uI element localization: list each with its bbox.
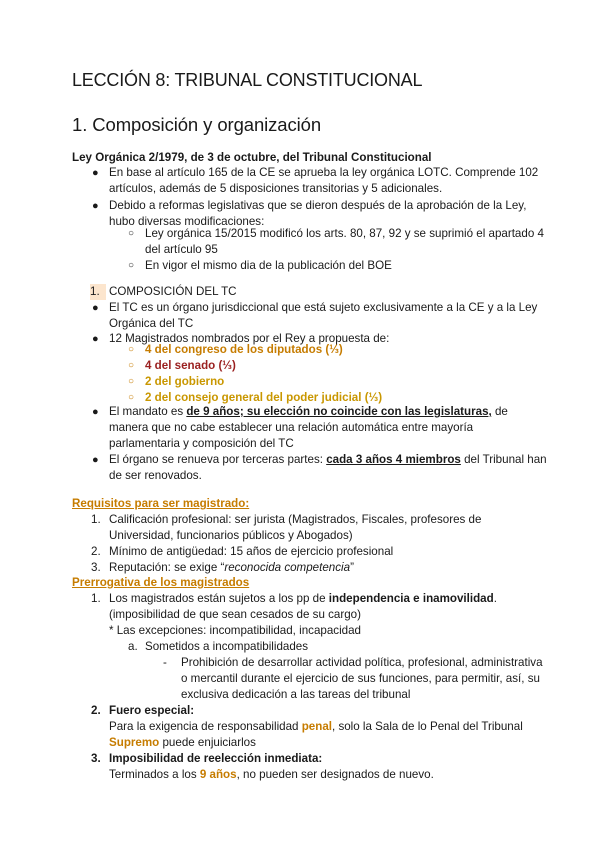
list-number: 3. <box>91 561 101 574</box>
list-item: Ley orgánica 15/2015 modificó los arts. 80, 87, 92 y se suprimió el apartado 4 <box>145 227 544 240</box>
section-title: 1. Composición y organización <box>72 114 322 135</box>
requirements-heading: Requisitos para ser magistrado: <box>72 497 250 510</box>
circle-bullet-icon: ○ <box>128 360 135 371</box>
bullet-icon: ● <box>92 454 99 466</box>
list-item: El TC es un órgano jurisdiccional que está sujeto exclusivamente a la CE y a la Ley <box>109 301 538 314</box>
list-item: Terminados a los 9 años, no pueden ser designados de nuevo. <box>109 768 434 781</box>
lesson-title: LECCIÓN 8: TRIBUNAL CONSTITUCIONAL <box>72 70 423 90</box>
list-item: 12 Magistrados nombrados por el Rey a propuesta de: <box>109 332 390 345</box>
circle-bullet-icon: ○ <box>128 260 135 271</box>
list-item-title: Imposibilidad de reelección inmediata: <box>109 752 323 765</box>
list-item: Mínimo de antigüedad: 15 años de ejercicio profesional <box>109 545 394 558</box>
bullet-icon: ● <box>92 406 99 418</box>
proposal-congreso: 4 del congreso de los diputados (⅓) <box>145 343 343 356</box>
list-number: 3. <box>91 752 101 765</box>
list-item: exclusiva dedicación a las tareas del tribunal <box>181 688 411 701</box>
proposal-gobierno: 2 del gobierno <box>145 375 225 388</box>
renewal-emphasis: cada 3 años 4 miembros <box>326 453 461 466</box>
list-number: 1. <box>91 592 101 605</box>
list-letter: a. <box>128 640 138 653</box>
list-item: Prohibición de desarrollar actividad política, profesional, administrativa <box>181 656 543 669</box>
list-item: Los magistrados están sujetos a los pp de independencia e inamovilidad. <box>109 592 497 605</box>
composition-heading: COMPOSICIÓN DEL TC <box>109 285 237 298</box>
list-item: Debido a reformas legislativas que se dieron después de la aprobación de la Ley, <box>109 199 527 212</box>
heading-number-highlight <box>90 284 106 300</box>
list-item: Para la exigencia de responsabilidad penal, solo la Sala de lo Penal del Tribunal <box>109 720 523 733</box>
mandate-line: El mandato es de 9 años; su elección no coincide con las legislaturas, de <box>109 405 508 418</box>
heading-number: 1. <box>90 285 100 298</box>
list-item: Orgánica del TC <box>109 317 194 330</box>
prerogative-heading: Prerrogativa de los magistrados <box>72 576 250 589</box>
list-item: Reputación: se exige “reconocida competencia” <box>109 561 354 574</box>
list-item: En vigor el mismo dia de la publicación del BOE <box>145 259 392 272</box>
circle-bullet-icon: ○ <box>128 228 135 239</box>
renewal-line: El órgano se renueva por terceras partes: cada 3 años 4 miembros del Tribunal han <box>109 453 547 466</box>
proposal-cgpj: 2 del consejo general del poder judicial (⅓) <box>145 391 383 404</box>
bullet-icon: ● <box>92 302 99 314</box>
list-item: de ser renovados. <box>109 469 202 482</box>
circle-bullet-icon: ○ <box>128 376 135 387</box>
list-item: Universidad, funcionarios públicos y Abogados) <box>109 529 353 542</box>
circle-bullet-icon: ○ <box>128 344 135 355</box>
list-item: * Las excepciones: incompatibilidad, incapacidad <box>109 624 361 637</box>
proposal-senado: 4 del senado (⅓) <box>145 359 236 372</box>
list-item: hubo diversas modificaciones: <box>109 215 265 228</box>
list-item: del artículo 95 <box>145 243 218 256</box>
list-number: 1. <box>91 513 101 526</box>
dash-bullet: - <box>163 656 167 669</box>
list-item-title: Fuero especial: <box>109 704 195 717</box>
mandate-emphasis: de 9 años; su elección no coincide con las legislaturas, <box>186 405 492 418</box>
list-item: o mercantil durante el ejercicio de sus funciones, para permitir, así, su <box>181 672 540 685</box>
list-item: Sometidos a incompatibilidades <box>145 640 309 653</box>
list-number: 2. <box>91 704 101 717</box>
list-item: Calificación profesional: ser jurista (Magistrados, Fiscales, profesores de <box>109 513 482 526</box>
circle-bullet-icon: ○ <box>128 392 135 403</box>
bullet-icon: ● <box>92 167 99 179</box>
bullet-icon: ● <box>92 200 99 212</box>
law-title: Ley Orgánica 2/1979, de 3 de octubre, del Tribunal Constitucional <box>72 151 432 164</box>
list-item: artículos, además de 5 disposiciones transitorias y 5 adicionales. <box>109 182 443 195</box>
list-number: 2. <box>91 545 101 558</box>
list-item: Supremo puede enjuiciarlos <box>109 736 256 749</box>
list-item: parlamentaria y composición del TC <box>109 437 294 450</box>
list-item: (imposibilidad de que sean cesados de su cargo) <box>109 608 361 621</box>
list-item: manera que no cabe establecer una relación automática entre mayoría <box>109 421 474 434</box>
bullet-icon: ● <box>92 333 99 345</box>
list-item: En base al artículo 165 de la CE se aprueba la ley orgánica LOTC. Comprende 102 <box>109 166 539 179</box>
